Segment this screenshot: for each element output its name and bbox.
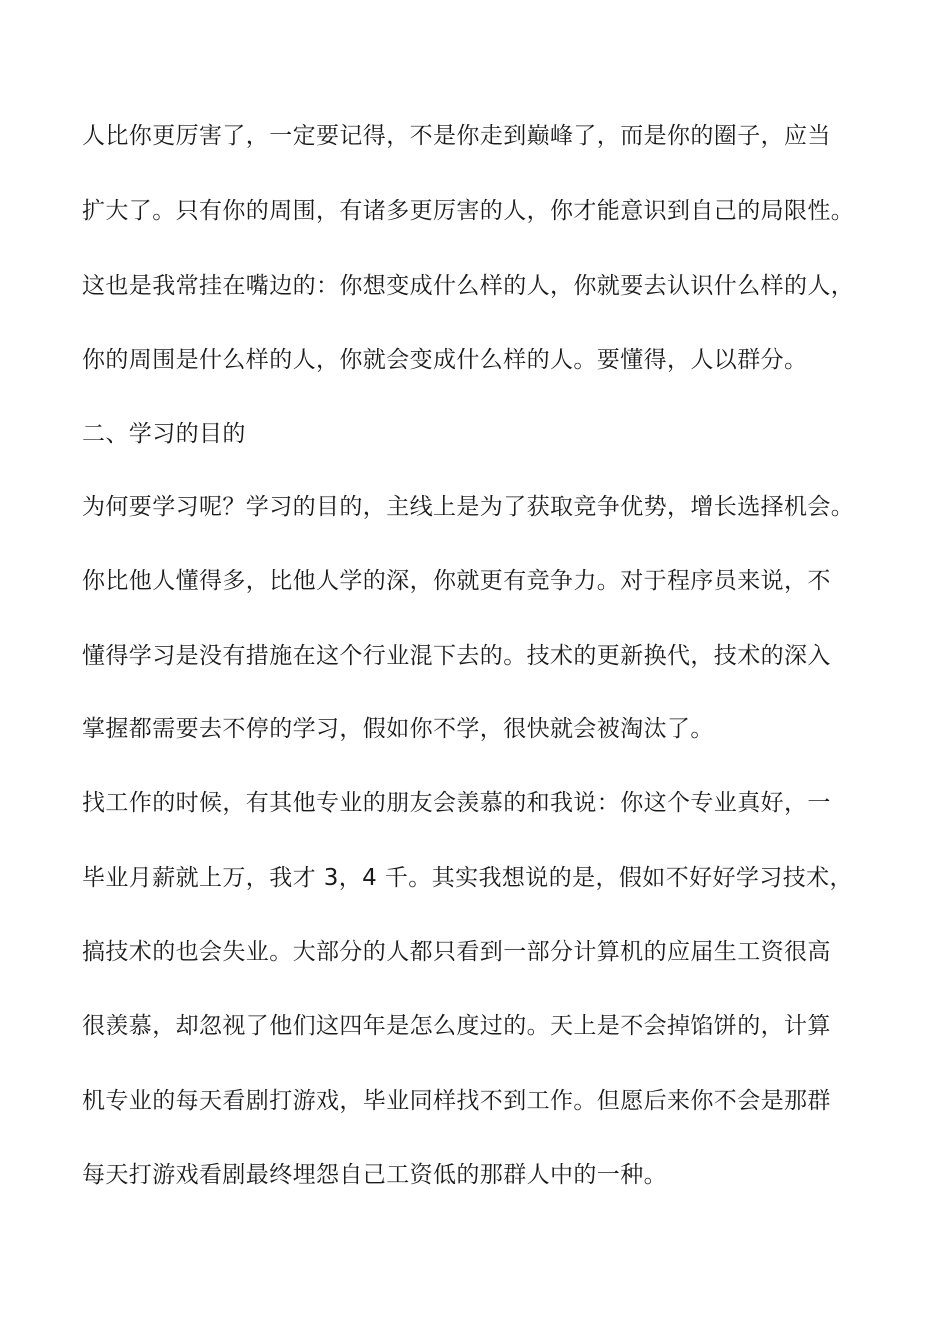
text-line: 很羡慕，却忽视了他们这四年是怎么度过的。天上是不会掉馅饼的，计算 [82, 1013, 831, 1039]
text-line: 你比他人懂得多，比他人学的深，你就更有竞争力。对于程序员来说，不 [82, 568, 831, 594]
text-line: 找工作的时候，有其他专业的朋友会羡慕的和我说：你这个专业真好，一 [82, 790, 831, 816]
text-line: 人比你更厉害了，一定要记得，不是你走到巅峰了，而是你的圈子，应当 [82, 123, 831, 149]
text-line: 机专业的每天看剧打游戏，毕业同样找不到工作。但愿后来你不会是那群 [82, 1088, 831, 1114]
text-line: 扩大了。只有你的周围，有诸多更厉害的人，你才能意识到自己的局限性。 [82, 198, 855, 224]
section-heading: 二、学习的目的 [82, 421, 246, 447]
text-line: 懂得学习是没有措施在这个行业混下去的。技术的更新换代，技术的深入 [82, 643, 831, 669]
text-line: 掌握都需要去不停的学习，假如你不学，很快就会被淘汰了。 [82, 716, 714, 742]
text-line: 你的周围是什么样的人，你就会变成什么样的人。要懂得，人以群分。 [82, 347, 808, 373]
text-line: 每天打游戏看剧最终埋怨自己工资低的那群人中的一种。 [82, 1162, 667, 1188]
text-line: 毕业月薪就上万，我才 3，4 千。其实我想说的是，假如不好好学习技术， [82, 865, 853, 891]
text-line: 这也是我常挂在嘴边的：你想变成什么样的人，你就要去认识什么样的人， [82, 273, 855, 299]
text-line: 搞技术的也会失业。大部分的人都只看到一部分计算机的应届生工资很高 [82, 939, 831, 965]
text-line: 为何要学习呢？学习的目的，主线上是为了获取竞争优势，增长选择机会。 [82, 494, 855, 520]
